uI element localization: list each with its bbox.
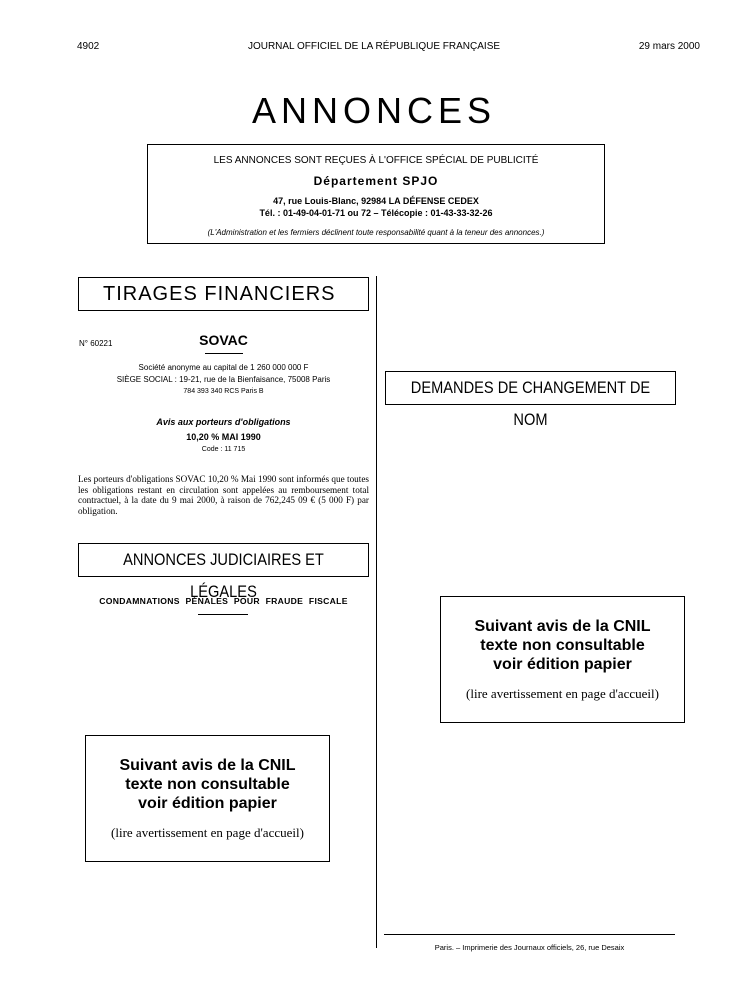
section-heading-demandes-label: DEMANDES DE CHANGEMENT DE NOM [410,378,651,429]
cnil-line: voir édition papier [138,795,277,812]
notice-body: Les porteurs d'obligations SOVAC 10,20 % Mai 1990 sont informés que toutes les obligations restant en circulation sont appelées au remboursement total contractuel, à la date du 9 mai 2000, à raison de 762,245 09 € (5 000 F) par obligation. [78,474,369,516]
notice-subject: Avis aux porteurs d'obligations [156,417,291,427]
cnil-line: voir édition papier [493,656,632,673]
section-heading-demandes [385,371,676,429]
info-box-phone: Tél. : 01-49-04-01-71 ou 72 – Télécopie : 01-43-33-32-26 [259,208,493,218]
cnil-line: texte non consultable [480,637,645,654]
column-divider [376,276,377,948]
cnil-line: Suivant avis de la CNIL [474,618,651,635]
company-siege: SIÈGE SOCIAL : 19-21, rue de la Bienfaisance, 75008 Paris [116,375,331,384]
info-box [147,144,605,244]
info-box-disclaimer: (L'Administration et les fermiers déclinent toute responsabilité quant à la teneur des annonces.) [207,228,545,237]
issue-date: 29 mars 2000 [638,41,700,52]
cnil-note: (lire avertissement en page d'accueil) [111,825,304,840]
info-box-address: 47, rue Louis-Blanc, 92984 LA DÉFENSE CEDEX [273,196,479,206]
obligation-name: 10,20 % MAI 1990 [186,432,261,442]
page-number: 4902 [77,41,100,52]
company-rcs: 784 393 340 RCS Paris B [183,388,264,395]
company-capital: Société anonyme au capital de 1 260 000 000 F [138,363,309,372]
cnil-note: (lire avertissement en page d'accueil) [466,686,659,701]
notice-number: N° 60221 [79,339,113,348]
printer-footer: Paris. – Imprimerie des Journaux officiels, 26, rue Desaix [434,943,625,952]
info-box-department: Département SPJO [313,174,439,188]
page-title: ANNONCES [251,90,497,131]
subheading-condamnations: CONDAMNATIONS PÉNALES POUR FRAUDE FISCALE [99,596,348,606]
obligation-code: Code : 11 715 [201,446,246,453]
cnil-notice-right [440,596,685,723]
info-box-line: LES ANNONCES SONT REÇUES À L'OFFICE SPÉCIAL DE PUBLICITÉ [213,155,539,166]
cnil-line: Suivant avis de la CNIL [119,757,296,774]
cnil-line: texte non consultable [125,776,290,793]
company-name: SOVAC [199,332,248,348]
cnil-notice-left [85,735,330,862]
section-heading-judiciaires-label: ANNONCES JUDICIAIRES ET LÉGALES [123,550,324,601]
divider [198,614,248,615]
divider [205,353,243,354]
section-heading-tirages: TIRAGES FINANCIERS [78,277,369,311]
journal-title: JOURNAL OFFICIEL DE LA RÉPUBLIQUE FRANÇAISE [247,41,501,52]
footer-rule [384,934,675,935]
